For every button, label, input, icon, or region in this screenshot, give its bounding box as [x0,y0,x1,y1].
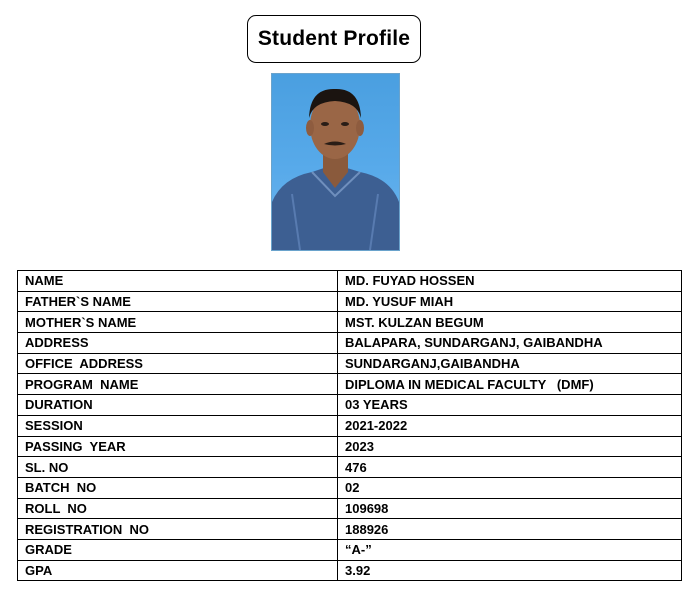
row-label: ROLL NO [18,498,338,519]
page-title: Student Profile [247,15,421,63]
row-value: MD. YUSUF MIAH [338,291,682,312]
table-row [18,353,682,374]
row-value: MD. FUYAD HOSSEN [338,271,682,292]
row-value: BALAPARA, SUNDARGANJ, GAIBANDHA [338,333,682,354]
row-label: BATCH NO [18,477,338,498]
student-portrait-icon [272,74,399,250]
row-label: PASSING YEAR [18,436,338,457]
row-label: GRADE [18,539,338,560]
row-value: 03 YEARS [338,395,682,416]
table-row [18,519,682,540]
row-value: 188926 [338,519,682,540]
row-value: 2023 [338,436,682,457]
row-label: OFFICE ADDRESS [18,353,338,374]
row-label: GPA [18,560,338,581]
student-photo [271,73,400,251]
row-value: 476 [338,457,682,478]
row-label: REGISTRATION NO [18,519,338,540]
row-value: SUNDARGANJ,GAIBANDHA [338,353,682,374]
row-value: 2021-2022 [338,415,682,436]
table-row [18,271,682,292]
row-label: PROGRAM NAME [18,374,338,395]
table-row [18,539,682,560]
row-value: DIPLOMA IN MEDICAL FACULTY (DMF) [338,374,682,395]
row-value: 3.92 [338,560,682,581]
table-row [18,498,682,519]
row-label: DURATION [18,395,338,416]
row-label: FATHER`S NAME [18,291,338,312]
table-row [18,415,682,436]
row-label: SESSION [18,415,338,436]
row-value: 109698 [338,498,682,519]
table-row [18,436,682,457]
row-label: NAME [18,271,338,292]
table-row [18,312,682,333]
table-row [18,477,682,498]
row-label: MOTHER`S NAME [18,312,338,333]
table-row [18,374,682,395]
row-label: ADDRESS [18,333,338,354]
row-label: SL. NO [18,457,338,478]
table-row [18,457,682,478]
table-row [18,395,682,416]
table-row [18,560,682,581]
row-value: MST. KULZAN BEGUM [338,312,682,333]
row-value: “A-” [338,539,682,560]
student-profile-table [17,270,682,581]
table-row [18,333,682,354]
table-row [18,291,682,312]
row-value: 02 [338,477,682,498]
